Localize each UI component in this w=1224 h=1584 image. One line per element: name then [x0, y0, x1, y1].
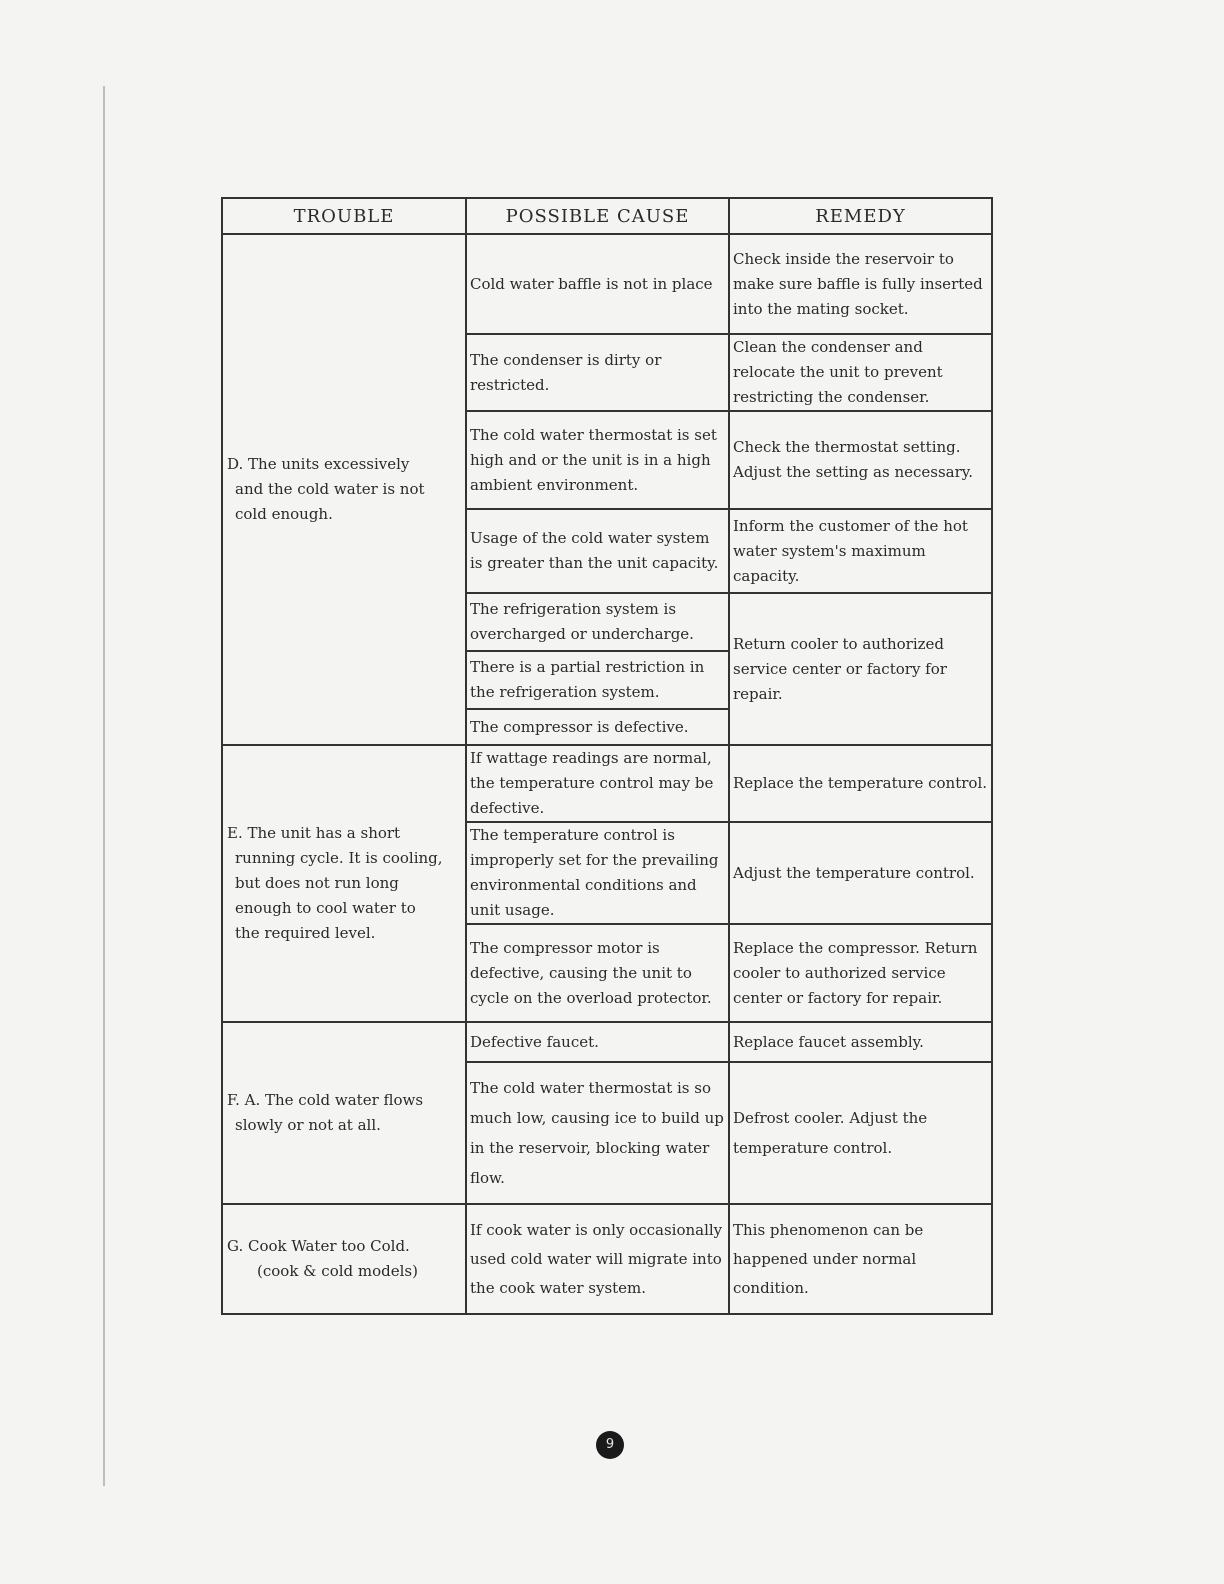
cause-cell: The condenser is dirty or restricted. [466, 334, 729, 411]
header-trouble: TROUBLE [222, 198, 466, 234]
remedy-cell: Return cooler to authorized service center or factory for repair. [729, 593, 992, 745]
trouble-e-line-2: running cycle. It is cooling, [235, 849, 443, 867]
remedy-cell: Replace the compressor. Return cooler to authorized service center or factory for repair. [729, 924, 992, 1022]
cause-cell: Cold water baffle is not in place [466, 234, 729, 334]
remedy-cell: Clean the condenser and relocate the unit to prevent restricting the condenser. [729, 334, 992, 411]
trouble-g-line-1: G. Cook Water too Cold. [227, 1237, 410, 1255]
cause-cell: The cold water thermostat is so much low, causing ice to build up in the reservoir, blocking water flow. [466, 1062, 729, 1204]
trouble-f-line-2: slowly or not at all. [235, 1116, 381, 1134]
header-possible-cause: POSSIBLE CAUSE [466, 198, 729, 234]
table-row [222, 745, 992, 822]
trouble-f-line-1: F. A. The cold water flows [227, 1091, 424, 1109]
table-row [222, 234, 992, 334]
cause-cell: Usage of the cold water system is greater than the unit capacity. [466, 509, 729, 593]
troubleshooting-table [221, 197, 993, 1315]
cause-cell: If wattage readings are normal, the temperature control may be defective. [466, 745, 729, 822]
trouble-e-line-5: the required level. [235, 924, 376, 942]
remedy-cell: Check the thermostat setting. Adjust the setting as necessary. [729, 411, 992, 509]
cause-cell: The refrigeration system is overcharged or undercharge. [466, 593, 729, 651]
trouble-g-line-2: (cook & cold models) [257, 1262, 418, 1280]
cause-cell: The cold water thermostat is set high and or the unit is in a high ambient environment. [466, 411, 729, 509]
trouble-e-line-3: but does not run long [235, 874, 399, 892]
remedy-cell: This phenomenon can be happened under normal condition. [729, 1204, 992, 1314]
trouble-d [222, 234, 466, 745]
remedy-cell: Adjust the temperature control. [729, 822, 992, 924]
trouble-d-line-3: cold enough. [235, 505, 333, 523]
remedy-cell: Replace faucet assembly. [729, 1022, 992, 1062]
binding-line [103, 86, 105, 1486]
remedy-cell: Inform the customer of the hot water system's maximum capacity. [729, 509, 992, 593]
cause-cell: The temperature control is improperly set for the prevailing environmental conditions and unit usage. [466, 822, 729, 924]
cause-cell: The compressor is defective. [466, 709, 729, 745]
table-header-row [222, 198, 992, 234]
cause-cell: If cook water is only occasionally used cold water will migrate into the cook water system. [466, 1204, 729, 1314]
cause-cell: Defective faucet. [466, 1022, 729, 1062]
trouble-e [222, 745, 466, 1022]
trouble-f [222, 1022, 466, 1204]
trouble-g [222, 1204, 466, 1314]
trouble-d-line-2: and the cold water is not [235, 480, 425, 498]
trouble-e-line-4: enough to cool water to [235, 899, 416, 917]
trouble-d-line-1: D. The units excessively [227, 455, 410, 473]
remedy-cell: Check inside the reservoir to make sure baffle is fully inserted into the mating socket. [729, 234, 992, 334]
remedy-cell: Defrost cooler. Adjust the temperature control. [729, 1062, 992, 1204]
remedy-cell: Replace the temperature control. [729, 745, 992, 822]
trouble-e-line-1: E. The unit has a short [227, 824, 401, 842]
cause-cell: There is a partial restriction in the refrigeration system. [466, 651, 729, 709]
table-row [222, 1022, 992, 1062]
page-number: 9 [596, 1431, 624, 1459]
cause-cell: The compressor motor is defective, causing the unit to cycle on the overload protector. [466, 924, 729, 1022]
header-remedy: REMEDY [729, 198, 992, 234]
table-row [222, 1204, 992, 1314]
